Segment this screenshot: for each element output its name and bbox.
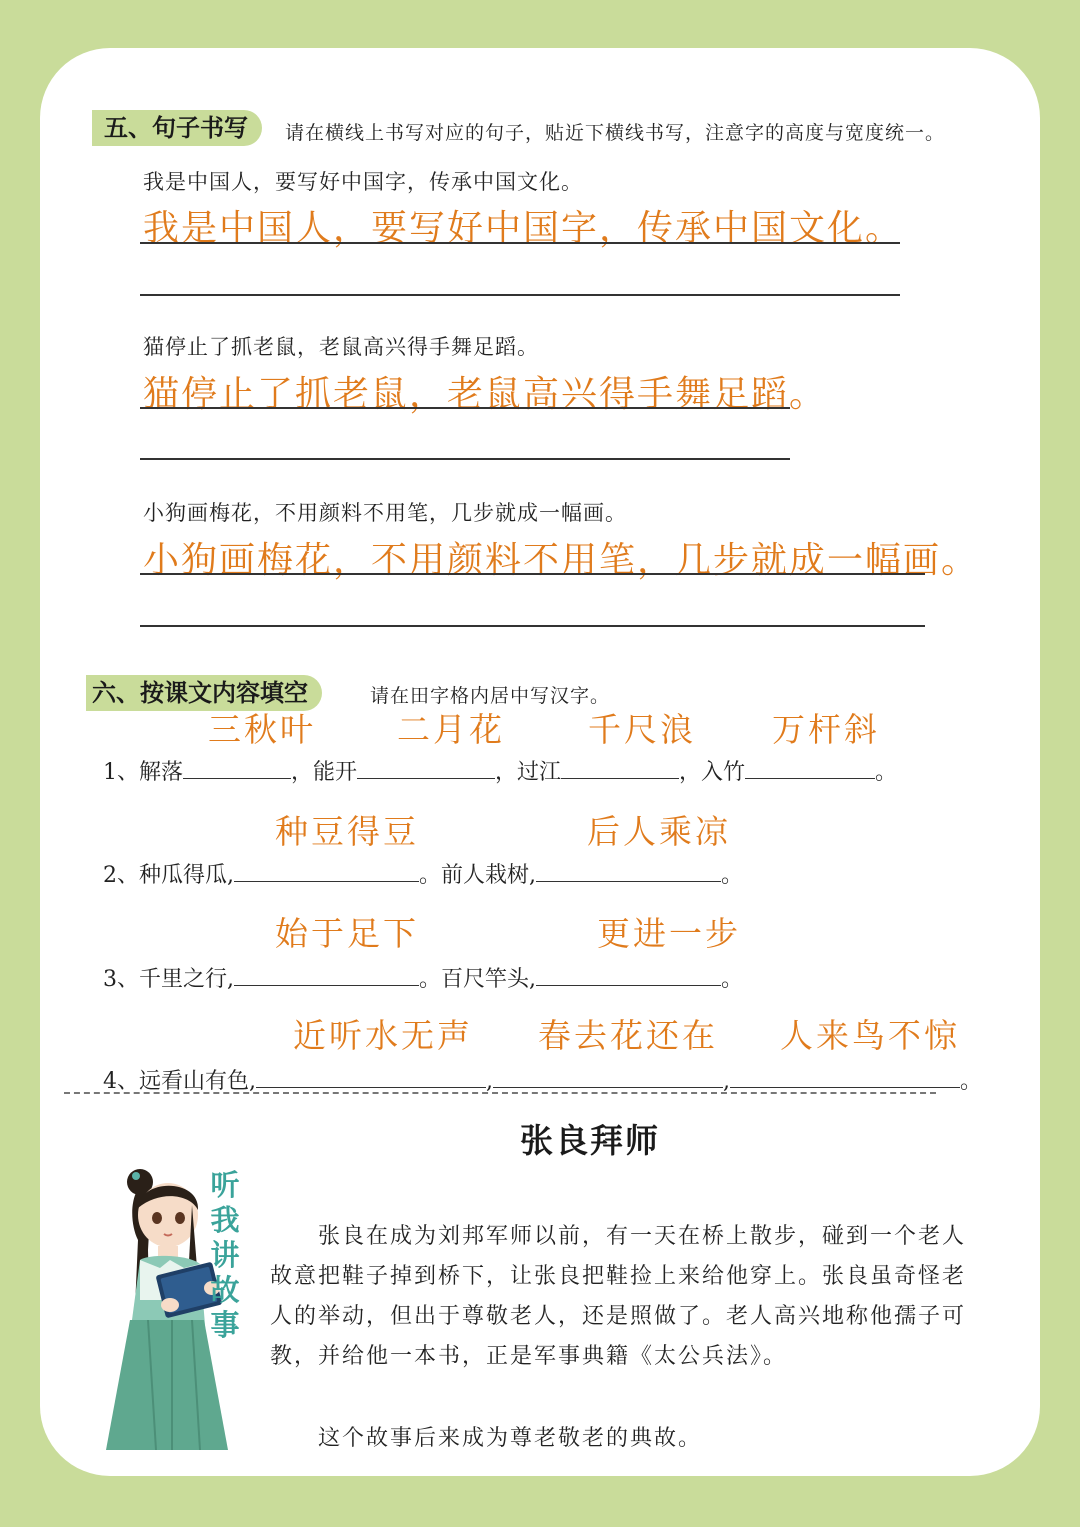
answer-2b: 后人乘凉 xyxy=(587,812,731,851)
answer-1a: 三秋叶 xyxy=(208,710,316,749)
answer-1b: 二月花 xyxy=(397,710,505,749)
story-paragraph-1: 张良在成为刘邦军师以前，有一天在桥上散步，碰到一个老人故意把鞋子掉到桥下，让张良把鞋捡上来给他穿上。张良虽奇怪老人的举动，但出于尊敬老人，还是照做了。老人高兴地称他孺子可教，并给他一本书，正是军事典籍《太公兵法》。 xyxy=(270,1224,967,1369)
handwritten-sentence-2: 猫停止了抓老鼠，老鼠高兴得手舞足蹈。 xyxy=(143,374,828,415)
answer-4c: 人来鸟不惊 xyxy=(780,1016,960,1055)
answer-2a: 种豆得豆 xyxy=(275,812,419,851)
writing-line[interactable] xyxy=(140,242,900,244)
blank[interactable] xyxy=(234,859,419,882)
side-title-char: 故 xyxy=(210,1273,240,1307)
blank[interactable] xyxy=(357,756,495,779)
writing-line[interactable] xyxy=(140,458,790,460)
blank[interactable] xyxy=(234,963,419,986)
blank[interactable] xyxy=(183,756,291,779)
handwritten-sentence-3: 小狗画梅花，不用颜料不用笔，几步就成一幅画。 xyxy=(143,540,980,581)
story-side-title xyxy=(208,1168,242,1343)
section6-instruction: 请在田字格内居中写汉字。 xyxy=(370,685,611,707)
writing-line[interactable] xyxy=(140,294,900,296)
section-divider xyxy=(64,1092,936,1094)
answer-3a: 始于足下 xyxy=(275,914,419,953)
handwritten-sentence-1: 我是中国人，要写好中国字，传承中国文化。 xyxy=(143,208,904,249)
side-title-char: 事 xyxy=(210,1308,240,1342)
answer-4a: 近听水无声 xyxy=(293,1016,473,1055)
model-sentence-3: 小狗画梅花，不用颜料不用笔，几步就成一幅画。 xyxy=(143,501,627,525)
blank[interactable] xyxy=(745,756,875,779)
question-4: 4、远看山有色, , , 。 xyxy=(103,1064,982,1095)
model-sentence-2: 猫停止了抓老鼠，老鼠高兴得手舞足蹈。 xyxy=(143,335,539,359)
section6-badge: 六、按课文内容填空 xyxy=(86,675,322,711)
question-1: 1、解落 ，能开 ，过江 ，入竹 。 xyxy=(103,755,897,786)
answer-1d: 万杆斜 xyxy=(772,710,880,749)
blank[interactable] xyxy=(561,756,679,779)
story-title: 张良拜师 xyxy=(520,1121,660,1160)
writing-line[interactable] xyxy=(140,573,925,575)
writing-line[interactable] xyxy=(140,625,925,627)
blank[interactable] xyxy=(256,1065,486,1088)
answer-3b: 更进一步 xyxy=(597,914,741,953)
model-sentence-1: 我是中国人，要写好中国字，传承中国文化。 xyxy=(143,170,583,194)
answer-1c: 千尺浪 xyxy=(588,710,696,749)
writing-line[interactable] xyxy=(140,407,790,409)
story-paragraph-2: 这个故事后来成为尊老敬老的典故。 xyxy=(318,1426,703,1451)
side-title-char: 我 xyxy=(210,1203,240,1237)
section5-badge: 五、句子书写 xyxy=(92,110,262,146)
side-title-char: 讲 xyxy=(210,1238,240,1272)
blank[interactable] xyxy=(536,859,721,882)
blank[interactable] xyxy=(536,963,721,986)
section5-instruction: 请在横线上书写对应的句子，贴近下横线书写，注意字的高度与宽度统一。 xyxy=(285,122,946,144)
question-2: 2、种瓜得瓜, 。前人栽树, 。 xyxy=(103,858,743,889)
blank[interactable] xyxy=(730,1065,960,1088)
blank[interactable] xyxy=(493,1065,723,1088)
question-3: 3、千里之行, 。百尺竿头, 。 xyxy=(103,962,743,993)
side-title-char: 听 xyxy=(210,1168,240,1202)
answer-4b: 春去花还在 xyxy=(538,1016,718,1055)
